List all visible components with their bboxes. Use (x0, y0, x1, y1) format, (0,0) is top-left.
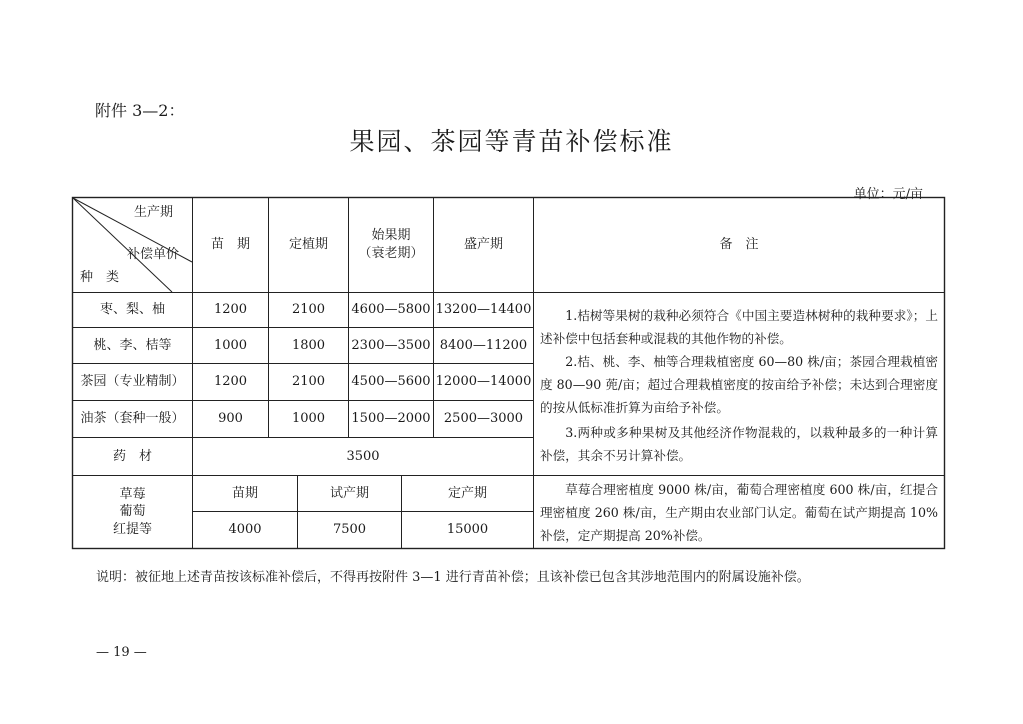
header-seedling: 苗 期 (210, 237, 250, 253)
attachment-label: 附件 3—2： (95, 101, 185, 120)
row-value: 4600—5800 (351, 302, 431, 318)
berry-note: 草莓合理密植度 9000 株/亩，葡萄合理密植度 600 株/亩，红提合理密植度 260 株/亩，生产期由农业部门认定。葡萄在试产期提高 10%补偿，定产期提高 20%补偿。 (540, 482, 938, 543)
berry-type: 红提等 (112, 521, 152, 537)
note-1: 1.桔树等果树的栽种必须符合《中国主要造林树种的栽种要求》；上述补偿中包括套种或混栽的其他作物的补偿。 (540, 308, 938, 346)
note-3: 3.两种或多种果树及其他经济作物混栽的，以栽种最多的一种计算补偿，其余不另计算补偿。 (540, 425, 938, 463)
note-2: 2.桔、桃、李、柚等合理栽植密度 60—80 株/亩；茶园合理栽植密度 80—90 蔸/亩；超过合理栽植密度的按亩给予补偿；未达到合理密度的按从低标准折算为亩给予补偿。 (540, 354, 938, 415)
header-planting: 定植期 (288, 237, 328, 253)
row-type: 桃、李、桔等 (93, 337, 172, 353)
berry-header-trial: 试产期 (329, 485, 369, 501)
berry-value: 7500 (332, 522, 367, 538)
berry-value: 15000 (446, 522, 489, 538)
footnote: 说明：被征地上述青苗按该标准补偿后，不得再按附件 3—1 进行青苗补偿；且该补偿已包含其涉地范围内的附属设施补偿。 (96, 570, 810, 585)
herb-value: 3500 (346, 448, 380, 464)
corner-type: 种 类 (80, 270, 120, 285)
corner-unit-price: 补偿单价 (127, 247, 180, 262)
herb-type: 药 材 (112, 448, 152, 464)
row-value: 2100 (291, 302, 326, 318)
berry-type: 草莓 (119, 486, 146, 502)
row-value: 1200 (213, 374, 248, 390)
row-type: 茶园（专业精制） (80, 374, 185, 390)
berry-header-fixed: 定产期 (447, 485, 487, 501)
header-initial-fruit: 始果期 （衰老期） (358, 228, 424, 261)
row-value: 900 (218, 411, 243, 427)
unit-label: 单位：元/亩 (853, 187, 923, 202)
row-value: 2500—3000 (443, 411, 524, 427)
berry-types (73, 476, 192, 548)
row-value: 8400—11200 (439, 337, 528, 353)
berry-value: 4000 (228, 522, 262, 538)
row-value: 13200—14400 (435, 302, 532, 318)
row-value: 2300—3500 (351, 337, 431, 353)
document-title: 果园、茶园等青苗补偿标准 (349, 127, 674, 156)
row-value: 1200 (213, 302, 248, 318)
row-type: 油茶（套种一般） (80, 411, 185, 427)
corner-production-period: 生产期 (134, 205, 174, 220)
row-value: 1000 (291, 411, 326, 427)
berry-type: 葡萄 (119, 504, 146, 520)
header-remarks: 备 注 (719, 237, 759, 253)
row-value: 1500—2000 (351, 411, 431, 427)
page-number: — 19 — (96, 645, 147, 660)
row-value: 1800 (291, 337, 326, 353)
row-value: 4500—5600 (351, 374, 431, 390)
row-type: 枣、梨、柚 (99, 302, 165, 318)
row-value: 2100 (291, 374, 326, 390)
row-value: 12000—14000 (435, 374, 532, 390)
berry-header-seedling: 苗期 (231, 485, 258, 501)
row-value: 1000 (213, 337, 248, 353)
header-peak: 盛产期 (463, 237, 503, 253)
